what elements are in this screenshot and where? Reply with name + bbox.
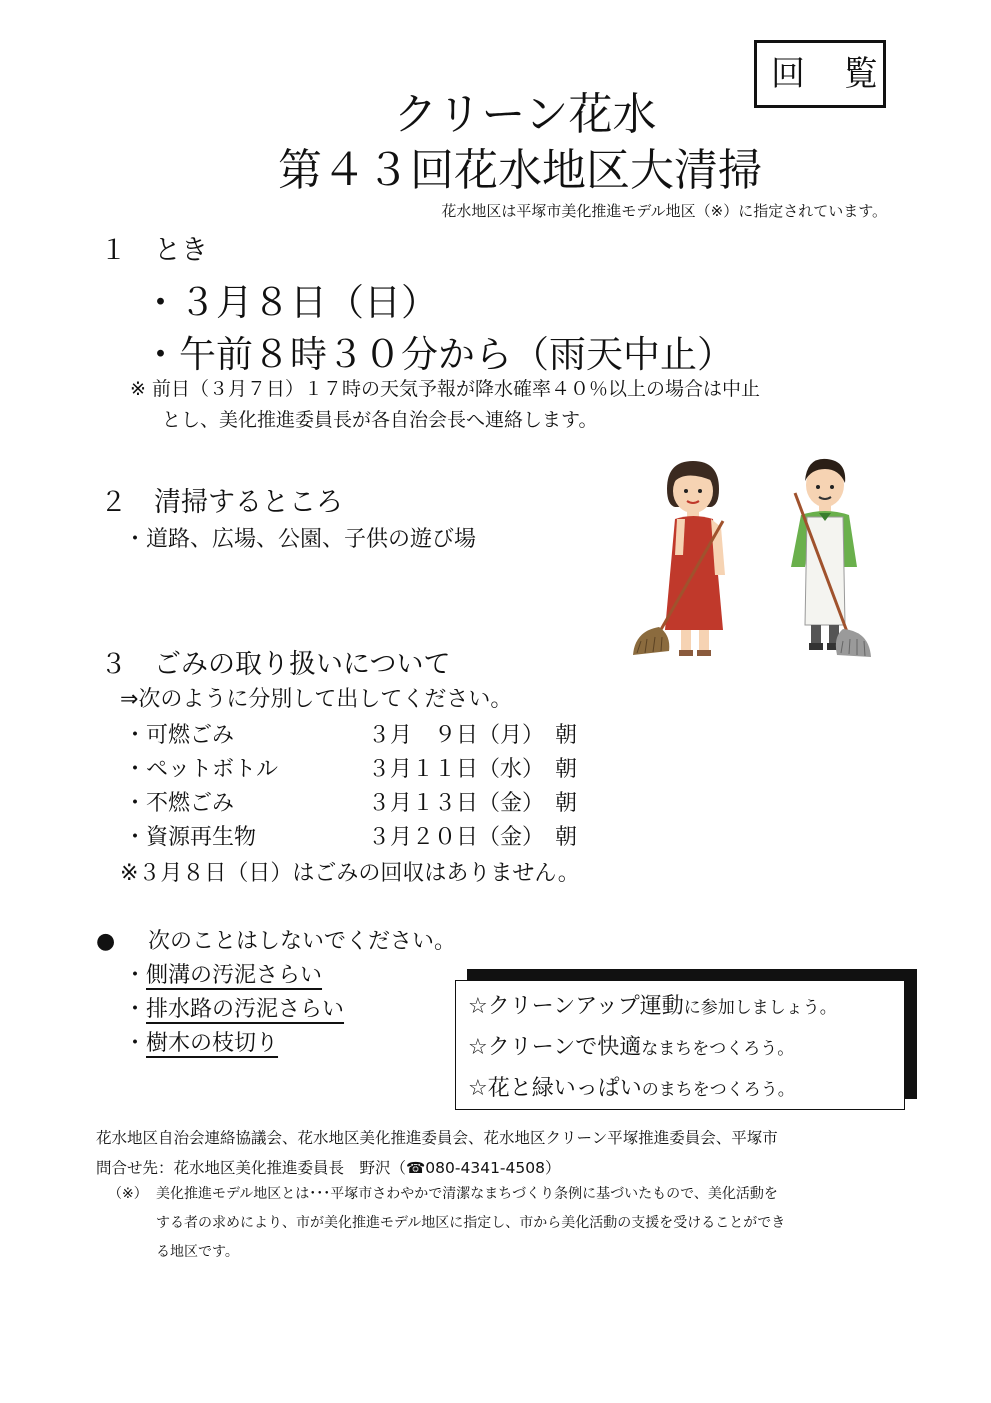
event-time: ・午前８時３０分から（雨天中止）: [142, 333, 734, 376]
designation-note: 花水地区は平塚市美化推進モデル地区（※）に指定されています。: [441, 202, 887, 220]
circulation-stamp: 回 覧: [754, 40, 886, 108]
dont-item: [124, 992, 344, 1023]
cleaning-people-illustration: [625, 455, 875, 665]
title-line-2: 第４３回花水地区大清掃: [278, 145, 762, 196]
slogan-line: [468, 1028, 904, 1069]
trash-date: ３月１３日（金） 朝: [368, 791, 578, 816]
trash-row: [124, 786, 577, 817]
trash-date: ３月２０日（金） 朝: [368, 825, 578, 850]
slogan-box: [455, 980, 905, 1110]
slogan-line: [468, 987, 904, 1028]
trash-item: ・不燃ごみ: [124, 791, 235, 816]
donts-heading: [96, 924, 456, 955]
section-1-number: １: [100, 235, 127, 266]
no-collection-note: ※３月８日（日）はごみの回収はありません。: [120, 861, 580, 886]
dont-item: [124, 1026, 278, 1057]
trash-row: [124, 820, 577, 851]
organizers-line: 花水地区自治会連絡協議会、花水地区美化推進委員会、花水地区クリーン平塚推進委員会、平塚市: [96, 1129, 778, 1147]
woman-sweeping-icon: [633, 461, 725, 656]
trash-item: ・ペットボトル: [124, 757, 279, 782]
dont-item-dot: ・: [124, 1031, 147, 1056]
cleaning-places: ・道路、広場、公園、子供の遊び場: [124, 527, 477, 552]
weather-note-mark: ※: [130, 378, 146, 400]
dont-item-text: 樹木の枝切り: [146, 1031, 279, 1056]
trash-row: [124, 718, 577, 749]
slogan-rest: のまちをつくろう。: [641, 1080, 795, 1100]
weather-note-line-2: とし、美化推進委員長が各自治会長へ連絡します。: [162, 409, 598, 431]
slogan-rest: なまちをつくろう。: [641, 1039, 795, 1059]
contact-line: 問合せ先：花水地区美化推進委員長 野沢（☎080-4341-4508）: [96, 1159, 561, 1177]
slogan-line: [468, 1069, 904, 1110]
dont-item: [124, 958, 322, 989]
man-sweeping-icon: [791, 459, 871, 657]
trash-item: ・資源再生物: [124, 825, 257, 850]
slogan-emphasis: ☆クリーンアップ運動: [468, 994, 684, 1019]
section-2-heading: [100, 480, 343, 519]
trash-date: ３月１１日（水） 朝: [368, 757, 578, 782]
bullet-icon: ●: [96, 929, 116, 954]
slogan-emphasis: ☆クリーンで快適: [468, 1035, 642, 1060]
sorting-intro: ⇒次のように分別して出してください。: [120, 687, 513, 712]
weather-note: [130, 374, 760, 436]
section-2-number: ２: [100, 487, 127, 518]
dont-item-dot: ・: [124, 997, 147, 1022]
section-2-title: 清掃するところ: [154, 487, 343, 518]
dont-item-text: 側溝の汚泥さらい: [146, 963, 323, 988]
footnote-mark: （※）: [108, 1186, 148, 1202]
dont-item-text: 排水路の汚泥さらい: [146, 997, 345, 1022]
trash-row: [124, 752, 577, 783]
weather-note-line-1: 前日（３月７日）１７時の天気予報が降水確率４０％以上の場合は中止: [151, 378, 760, 400]
slogan-rest: に参加しましょう。: [683, 998, 837, 1018]
trash-item: ・可燃ごみ: [124, 723, 235, 748]
footnote-line-1: 美化推進モデル地区とは･･･平塚市さわやかで清潔なまちづくり条例に基づいたもので、美化活動を: [156, 1186, 778, 1202]
event-date: ・３月８日（日）: [142, 281, 438, 324]
title-line-1: クリーン花水: [393, 89, 657, 140]
trash-date: ３月 ９日（月） 朝: [368, 723, 578, 748]
footnote-line-3: る地区です。: [156, 1244, 239, 1260]
donts-title: 次のことはしないでください。: [148, 929, 457, 954]
section-3-title: ごみの取り扱いについて: [154, 649, 451, 680]
dont-item-dot: ・: [124, 963, 147, 988]
slogan-emphasis: ☆花と緑いっぱい: [468, 1076, 642, 1101]
section-3-number: ３: [100, 649, 127, 680]
section-1-heading: [100, 228, 208, 267]
footnote-line-2: する者の求めにより、市が美化推進モデル地区に指定し、市から美化活動の支援を受けることができ: [156, 1215, 786, 1231]
section-1-title: とき: [154, 235, 208, 266]
section-3-heading: [100, 642, 450, 681]
